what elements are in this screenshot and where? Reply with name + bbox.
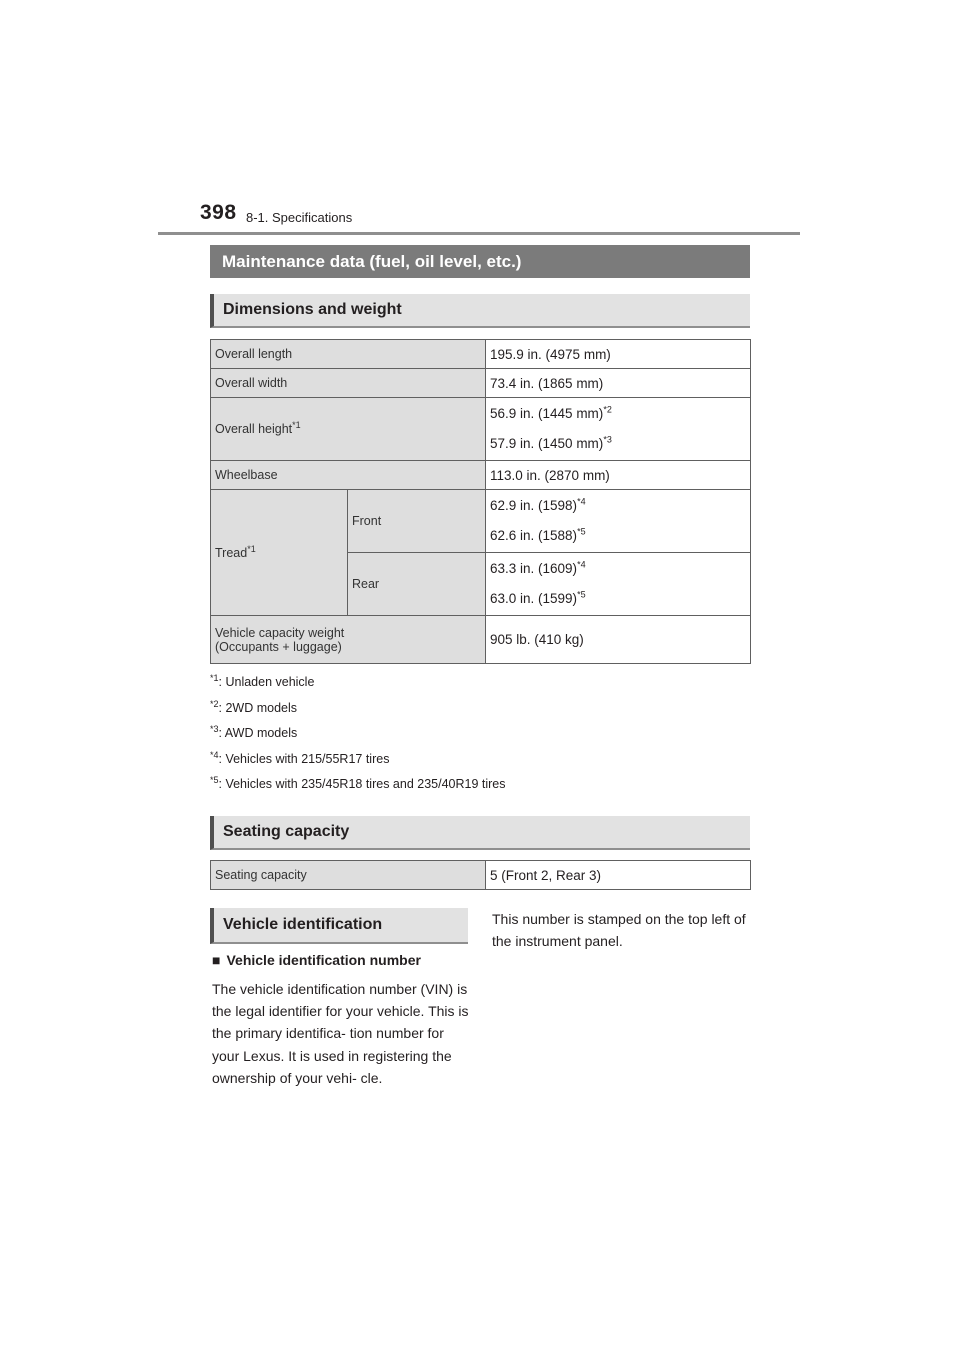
footnote-mark: *4	[577, 559, 586, 570]
footnote-mark: *2	[603, 404, 612, 415]
footnote	[210, 672, 506, 698]
vin-subheading-text: Vehicle identification number	[226, 952, 421, 968]
tread-rear-value	[486, 553, 751, 616]
tread-rear-label: Rear	[348, 553, 486, 616]
footnote-text: : Vehicles with 235/45R18 tires and 235/40R19 tires	[218, 777, 506, 791]
maintenance-banner: Maintenance data (fuel, oil level, etc.)	[210, 245, 750, 278]
wheelbase-value: 113.0 in. (2870 mm)	[486, 461, 751, 490]
dimensions-table	[210, 339, 751, 664]
footnote-mark: *1	[292, 419, 301, 430]
tread-front-value	[486, 490, 751, 553]
capacity-weight-label-line1: Vehicle capacity weight	[215, 625, 345, 640]
seating-capacity-label: Seating capacity	[211, 861, 486, 890]
footnote-mark: *5	[577, 589, 586, 600]
table-row	[211, 616, 751, 664]
page-number: 398	[200, 201, 237, 224]
footnote-mark: *4	[210, 749, 219, 760]
footnote	[210, 749, 506, 775]
footnote-mark: *2	[210, 698, 219, 709]
capacity-weight-value: 905 lb. (410 kg)	[486, 616, 751, 664]
overall-length-label: Overall length	[211, 340, 486, 369]
footnote-text: : Unladen vehicle	[218, 675, 315, 689]
table-row	[211, 340, 751, 369]
tread-label-text: Tread	[215, 545, 248, 560]
vin-location-text: This number is stamped on the top left of the instrument panel.	[492, 911, 746, 950]
table-row	[211, 398, 751, 461]
wheelbase-label: Wheelbase	[211, 461, 486, 490]
table-row	[211, 490, 751, 553]
footnote-mark: *4	[577, 496, 586, 507]
footnote-mark: *1	[247, 543, 256, 554]
footnote-text: : 2WD models	[218, 700, 298, 715]
overall-height-value	[486, 398, 751, 461]
seating-heading: Seating capacity	[210, 816, 750, 850]
front-17in-value: 62.9 in. (1598)	[490, 498, 578, 513]
rear-17in-value: 63.3 in. (1609)	[490, 561, 578, 576]
footnote	[210, 698, 506, 724]
overall-width-label: Overall width	[211, 369, 486, 398]
footnote-text: : AWD models	[218, 726, 298, 740]
footnote-text: : Vehicles with 215/55R17 tires	[218, 751, 390, 766]
overall-length-value: 195.9 in. (4975 mm)	[486, 340, 751, 369]
table-row	[211, 861, 751, 890]
seating-table	[210, 860, 751, 890]
capacity-weight-label	[211, 616, 486, 664]
table-row	[211, 369, 751, 398]
footnote-mark: *5	[210, 774, 219, 785]
footnote-mark: *3	[603, 434, 612, 445]
tread-front-label: Front	[348, 490, 486, 553]
front-18in-value: 62.6 in. (1588)	[490, 528, 578, 543]
vehicle-identification-heading: Vehicle identification	[210, 908, 468, 944]
footnote	[210, 723, 506, 749]
table-row	[211, 461, 751, 490]
overall-height-label	[211, 398, 486, 461]
vin-subheading	[212, 952, 421, 968]
footnote-mark: *3	[210, 723, 219, 734]
footnote	[210, 774, 506, 800]
height-awd-value: 57.9 in. (1450 mm)	[490, 436, 604, 451]
footnotes	[210, 672, 506, 800]
rear-18in-value: 63.0 in. (1599)	[490, 591, 578, 606]
section-title: 8-1. Specifications	[246, 210, 353, 225]
capacity-weight-label-line2: (Occupants + luggage)	[215, 639, 342, 654]
dimensions-heading: Dimensions and weight	[210, 294, 750, 328]
overall-height-label-text: Overall height	[215, 422, 293, 436]
tread-label	[211, 490, 348, 616]
footnote-mark: *1	[210, 672, 219, 683]
height-2wd-value: 56.9 in. (1445 mm)	[490, 406, 604, 421]
seating-capacity-value: 5 (Front 2, Rear 3)	[486, 861, 751, 890]
footnote-mark: *5	[577, 526, 586, 537]
header-rule	[158, 232, 800, 235]
vin-description: The vehicle identification number (VIN) is the legal identifier for your vehicle. This is the primary identifica- tion number for your Lexus. It is used in registering the ownership of your vehi- cle.	[212, 981, 469, 1086]
square-bullet-icon: ■	[212, 952, 221, 968]
overall-width-value: 73.4 in. (1865 mm)	[486, 369, 751, 398]
